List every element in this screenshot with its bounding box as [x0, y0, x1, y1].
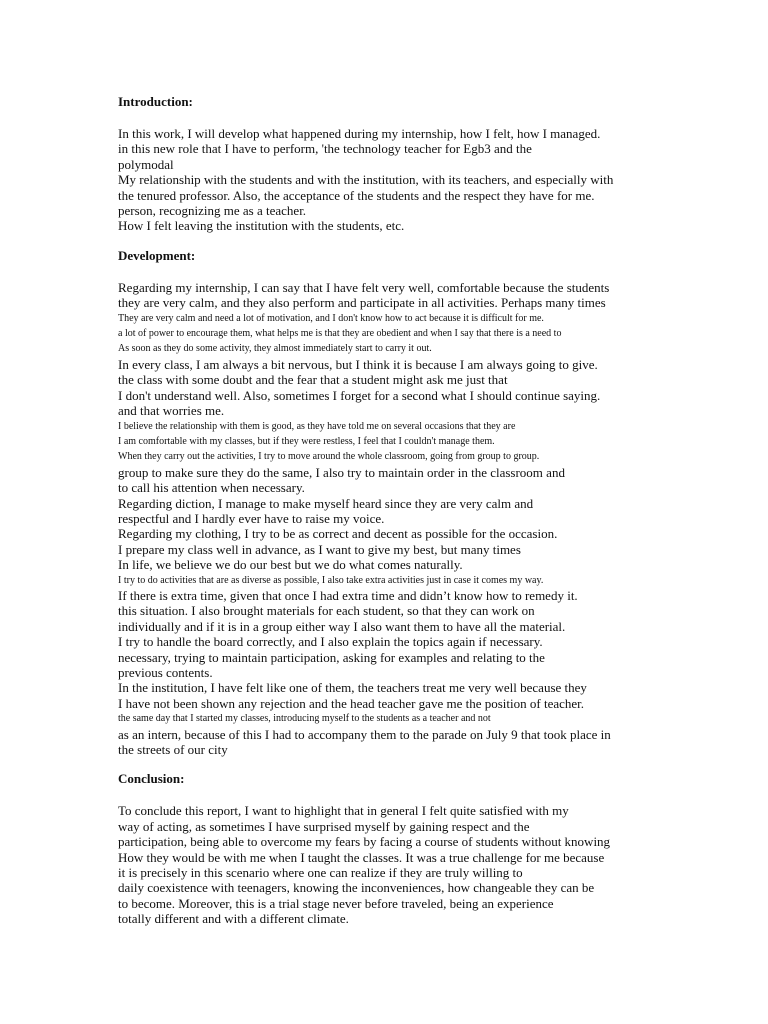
text-line: it is precisely in this scenario where one can realize if they are truly willing to: [118, 865, 523, 881]
introduction-paragraph: [118, 126, 658, 234]
text-line: Regarding my clothing, I try to be as correct and decent as possible for the occasion.: [118, 526, 558, 542]
text-line: I try to do activities that are as diverse as possible, I also take extra activities just in case it comes my way.: [118, 574, 544, 586]
text-line: the streets of our city: [118, 742, 228, 758]
text-line: I don't understand well. Also, sometimes I forget for a second what I should continue saying.: [118, 387, 601, 403]
text-line: previous contents.: [118, 665, 213, 680]
text-line: as an intern, because of this I had to accompany them to the parade on July 9 that took place in: [118, 726, 611, 742]
text-line: How they would be with me when I taught the classes. It was a true challenge for me because: [118, 849, 605, 865]
text-line: How I felt leaving the institution with the students, etc.: [118, 218, 405, 234]
text-line: to call his attention when necessary.: [118, 480, 305, 496]
text-line: In this work, I will develop what happened during my internship, how I felt, how I managed.: [118, 126, 601, 141]
text-line: way of acting, as sometimes I have surprised myself by gaining respect and the: [118, 818, 530, 834]
text-line: participation, being able to overcome my fears by facing a course of students without knowing: [118, 834, 611, 850]
text-line: totally different and with a different climate.: [118, 911, 349, 927]
text-line: When they carry out the activities, I try to move around the whole classroom, going from group to group.: [118, 451, 540, 463]
text-line: If there is extra time, given that once I had extra time and didn’t know how to remedy it.: [118, 587, 578, 603]
text-line: person, recognizing me as a teacher.: [118, 203, 307, 219]
text-line: the class with some doubt and the fear that a student might ask me just that: [118, 372, 508, 388]
text-line: To conclude this report, I want to highlight that in general I felt quite satisfied with my: [118, 803, 569, 819]
text-line: I try to handle the board correctly, and I also explain the topics again if necessary.: [118, 634, 543, 650]
section-heading-conclusion: Conclusion:: [118, 771, 185, 787]
text-line: I prepare my class well in advance, as I want to give my best, but many times: [118, 541, 521, 557]
text-line: respectful and I hardly ever have to raise my voice.: [118, 510, 385, 526]
text-line: In every class, I am always a bit nervous, but I think it is because I am always going to give.: [118, 356, 598, 372]
text-line: daily coexistence with teenagers, knowing the inconveniences, how changeable they can be: [118, 880, 595, 896]
text-line: and that worries me.: [118, 403, 225, 419]
text-line: in this new role that I have to perform, 'the technology teacher for Egb3 and the: [118, 141, 532, 157]
text-line: the same day that I started my classes, introducing myself to the students as a teacher and not: [118, 713, 491, 725]
text-line: a lot of power to encourage them, what helps me is that they are obedient and when I say that there is a need to: [118, 328, 562, 340]
text-line: Regarding my internship, I can say that I have felt very well, comfortable because the students: [118, 279, 610, 295]
text-line: I have not been shown any rejection and the head teacher gave me the position of teacher.: [118, 695, 585, 711]
text-line: this situation. I also brought materials for each student, so that they can work on: [118, 603, 535, 619]
text-line: As soon as they do some activity, they almost immediately start to carry it out.: [118, 343, 432, 355]
text-line: individually and if it is in a group either way I also want them to have all the material.: [118, 618, 566, 634]
text-line: I believe the relationship with them is good, as they have told me on several occasions that they are: [118, 420, 516, 432]
document-body: [118, 94, 658, 941]
text-line: I am comfortable with my classes, but if they were restless, I feel that I couldn't manage them.: [118, 435, 495, 447]
text-line: In life, we believe we do our best but we do what comes naturally.: [118, 557, 463, 573]
text-line: In the institution, I have felt like one of them, the teachers treat me very well because they: [118, 680, 587, 696]
text-line: necessary, trying to maintain participation, asking for examples and relating to the: [118, 649, 545, 665]
text-line: the tenured professor. Also, the acceptance of the students and the respect they have for me.: [118, 187, 595, 203]
text-line: group to make sure they do the same, I also try to maintain order in the classroom and: [118, 464, 565, 480]
text-line: they are very calm, and they also perform and participate in all activities. Perhaps many times: [118, 295, 606, 311]
text-line: They are very calm and need a lot of motivation, and I don't know how to act because it is difficult for me.: [118, 312, 544, 324]
text-line: polymodal: [118, 156, 174, 172]
conclusion-paragraph: [118, 803, 658, 926]
development-paragraph: [118, 280, 658, 758]
text-line: to become. Moreover, this is a trial stage never before traveled, being an experience: [118, 895, 554, 911]
section-heading-development: Development:: [118, 247, 196, 263]
text-line: My relationship with the students and with the institution, with its teachers, and especially with: [118, 172, 614, 188]
text-line: Regarding diction, I manage to make myself heard since they are very calm and: [118, 495, 534, 511]
section-heading-introduction: Introduction:: [118, 94, 193, 109]
